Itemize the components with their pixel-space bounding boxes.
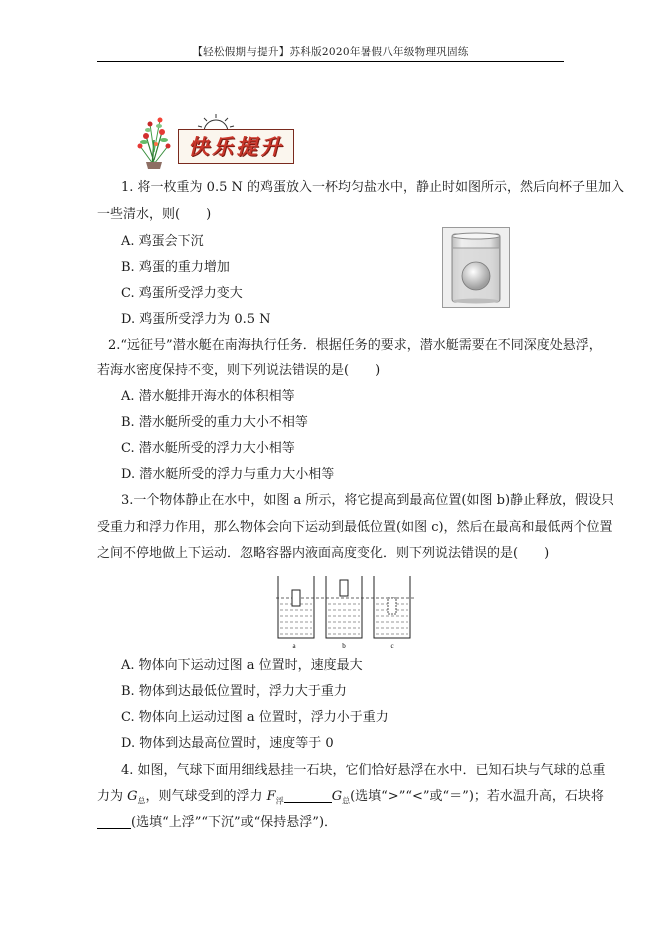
q4-text-d: (选填“上浮”“下沉”或“保持悬浮”)．: [131, 815, 338, 830]
q3-stem-line2: 受重力和浮力作用，那么物体会向下运动到最低位置(如图 c)，然后在最高和最低两个位置: [97, 520, 613, 535]
q1-option-d: D. 鸡蛋所受浮力为 0.5 N: [121, 312, 271, 327]
f-subscript: 浮: [275, 796, 284, 806]
figure-label-c: c: [390, 642, 394, 650]
q2-option-a: A. 潜水艇排开海水的体积相等: [121, 389, 295, 404]
q2-option-c: C. 潜水艇所受的浮力大小相等: [121, 441, 295, 456]
g-subscript: 总: [137, 796, 146, 806]
answer-blank-1[interactable]: [284, 788, 332, 803]
beaker-egg-image: [443, 228, 509, 307]
g-subscript-2: 总: [342, 796, 351, 806]
page-header: 【轻松假期与提升】苏科版2020年暑假八年级物理巩固练: [192, 46, 469, 58]
q2-option-b: B. 潜水艇所受的重力大小不相等: [121, 415, 308, 430]
q2-stem-line1: 2.“远征号”潜水艇在南海执行任务．根据任务的要求，潜水艇需要在不同深度处悬浮，: [108, 338, 602, 353]
q1-option-b: B. 鸡蛋的重力增加: [121, 260, 230, 275]
banner-title: 快乐提升: [188, 134, 284, 159]
q4-text-c: (选填“>”“<”或“＝”)；若水温升高，石块将: [350, 789, 604, 804]
banner-title-box: [178, 129, 294, 164]
three-containers-figure: [274, 572, 416, 650]
q4-stem-line2: [97, 787, 604, 812]
containers-diagram: [274, 572, 416, 650]
q4-stem-line3: [97, 813, 565, 833]
q3-option-c: C. 物体向上运动过图 a 位置时，浮力小于重力: [121, 710, 389, 725]
g-symbol-2: G: [331, 789, 343, 804]
figure-label-b: b: [342, 642, 346, 650]
q4-text-b: ，则气球受到的浮力: [145, 789, 267, 804]
q3-option-b: B. 物体到达最低位置时，浮力大于重力: [121, 684, 347, 699]
q3-stem-line3: 之间不停地做上下运动．忽略容器内液面高度变化．则下列说法错误的是( ): [97, 546, 550, 561]
g-symbol: G: [127, 789, 138, 804]
q2-option-d: D. 潜水艇所受的浮力与重力大小相等: [121, 467, 335, 482]
q4-text-a: 力为: [97, 789, 128, 804]
q1-stem-line1: 1. 将一枚重为 0.5 N 的鸡蛋放入一杯均匀盐水中，静止时如图所示，然后向杯子里加入: [121, 180, 624, 195]
q3-stem-line1: 3.一个物体静止在水中，如图 a 所示，将它提高到最高位置(如图 b)静止释放，假设只: [121, 493, 615, 508]
q1-option-c: C. 鸡蛋所受浮力变大: [121, 286, 243, 301]
q4-stem-line1: 4. 如图，气球下面用细线悬挂一石块，它们恰好悬浮在水中．已知石块与气球的总重: [121, 763, 606, 778]
header-rule: [97, 61, 564, 62]
q3-option-a: A. 物体向下运动过图 a 位置时，速度最大: [121, 658, 363, 673]
figure-label-a: a: [292, 642, 296, 650]
section-banner: [132, 112, 297, 170]
q1-option-a: A. 鸡蛋会下沉: [121, 234, 204, 249]
q1-stem-line2: 一些清水，则( ): [97, 207, 212, 222]
egg-in-beaker-figure: [442, 227, 510, 308]
q2-stem-line2: 若海水密度保持不变，则下列说法错误的是( ): [97, 363, 381, 378]
q3-option-d: D. 物体到达最高位置时，速度等于 0: [121, 736, 334, 751]
answer-blank-2[interactable]: [97, 814, 131, 829]
f-symbol: F: [266, 789, 276, 804]
